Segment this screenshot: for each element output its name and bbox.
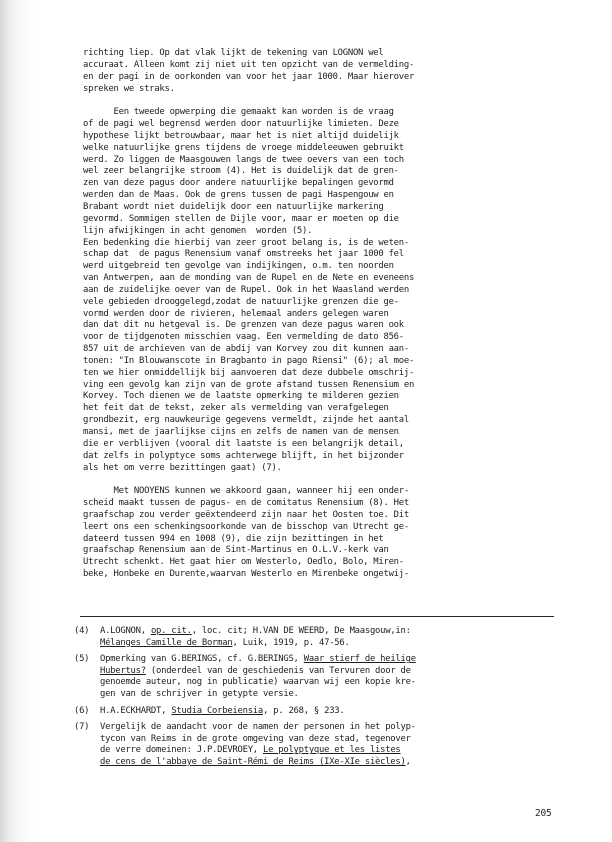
page-number: 205 xyxy=(535,808,552,819)
footnote-segment: genoemde auteur, nog in publicatie) waarvan wij een kopie kre- xyxy=(100,677,416,688)
footnote-segment: , loc. cit; H.VAN DE WEERD, De Maasgouw,in: xyxy=(191,626,411,636)
body-line: mansi, met de jaarlijkse cijns en zelfs de namen van de mensen xyxy=(83,427,399,437)
footnotes xyxy=(74,626,564,774)
body-line: 857 uit de archieven van de abdij van Korvey zou dit kunnen aan- xyxy=(83,344,409,355)
footnote-segment: , p. 268, § 233. xyxy=(263,705,345,716)
footnote-number: (6) xyxy=(74,705,90,716)
footnote xyxy=(74,722,564,768)
body-line: gevormd. Sommigen stellen de Dijle voor, maar er moeten op die xyxy=(83,213,399,224)
body-line: beke, Honbeke en Durente,waarvan Westerlo en Mirenbeke ongetwij- xyxy=(83,569,409,580)
body-line: Utrecht schenkt. Het gaat hier om Westerlo, Oedlo, Bolo, Miren- xyxy=(83,557,404,568)
footnote-line xyxy=(100,638,564,650)
footnote-text xyxy=(100,654,564,700)
body-line: Een bedenking die hierbij van zeer groot belang is, is de weten- xyxy=(83,237,409,248)
body-line: van Antwerpen, aan de monding van de Rupel en de Nete en eveneens xyxy=(83,273,415,284)
body-line: het feit dat de tekst, zeker als vermelding van verafgelegen xyxy=(83,403,389,414)
footnote-line xyxy=(100,689,564,701)
footnote-text xyxy=(100,706,564,718)
footnote-segment: tycon van Reims in de grote omgeving van deze stad, tegenover xyxy=(100,733,411,744)
footnote xyxy=(74,654,564,700)
body-line: zen van deze pagus door andere natuurlijke bepalingen gevormd xyxy=(83,178,394,189)
body-line: Brabant wordt niet duidelijk door een natuurlijke markering xyxy=(83,201,384,212)
footnote-segment: (onderdeel van de geschiedenis van Tervuren door de xyxy=(145,665,411,676)
footnote-number: (5) xyxy=(74,654,90,665)
body-line: leert ons een schenkingsoorkonde van de bisschop van Utrecht ge- xyxy=(83,521,409,532)
body-line: tonen: "In Blouwanscote in Bragbanto in pago Riensi" (6); al moe- xyxy=(83,355,415,366)
body-line: graafschap Renensium aan de Sint-Martinus en O.L.V.-kerk van xyxy=(83,545,389,556)
footnote-text xyxy=(100,626,564,649)
cited-title: Studia Corbeiensia xyxy=(171,705,263,716)
cited-title: de cens de l'abbaye de Saint-Rémi de Reims (IXe-XIe siècles) xyxy=(100,756,406,767)
body-line: voor de tijdgenoten misschien vaag. Een vermelding de dato 856- xyxy=(83,332,404,343)
footnote-line xyxy=(100,666,564,678)
footnote-line xyxy=(100,626,564,638)
body-line: dat zelfs in polyptyce soms achterwege blijft, in het bijzonder xyxy=(83,450,404,461)
cited-title: Hubertus? xyxy=(100,665,146,676)
footnote-separator xyxy=(80,616,554,617)
cited-title: Waar stierf de heilige xyxy=(303,654,416,665)
body-line: dan dat dit nu hetgeval is. De grenzen van deze pagus waren ook xyxy=(83,320,404,331)
body-line: scheid maakt tussen de pagus- en de comitatus Renensium (8). Het xyxy=(83,498,409,509)
footnote-segment: , Luik, 1919, p. 47-56. xyxy=(232,637,350,648)
body-line: die er verblijven (vooral dit laatste is een belangrijk detail, xyxy=(83,438,404,449)
body-line: hypothese lijkt betrouwbaar, maar het is niet altijd duidelijk xyxy=(83,130,399,141)
body-line: vormd werden door de rivieren, helemaal anders gelegen waren xyxy=(83,308,389,319)
body-line: ten we hier onmiddellijk bij aanvoeren dat deze dubbele omschrij- xyxy=(83,367,415,378)
cited-title: op. cit. xyxy=(150,626,192,636)
footnote-segment: Vergelijk de aandacht voor de namen der personen in het polyp- xyxy=(100,722,416,733)
body-line: dateerd tussen 994 en 1008 (9), die zijn bezittingen in het xyxy=(83,533,384,544)
footnote-segment: , xyxy=(405,756,411,767)
body-line: ving een gevolg kan zijn van de grote afstand tussen Renensium en xyxy=(83,379,415,390)
body-line: grondbezit, erg nauwkeurige gegevens vermeldt, zijnde het aantal xyxy=(83,415,409,426)
body-line: of de pagi wel begrensd werden door natuurlijke limieten. Deze xyxy=(83,119,399,130)
paragraph-gap xyxy=(83,95,553,107)
body-line: accuraat. Alleen komt zij niet uit ten opzicht van de vermelding- xyxy=(83,59,415,70)
body-line: schap dat de pagus Renensium vanaf omstreeks het jaar 1000 fel xyxy=(83,249,404,260)
body-line: vele gebieden drooggelegd,zodat de natuurlijke grenzen die ge- xyxy=(83,296,399,307)
body-line: spreken we straks. xyxy=(83,83,175,94)
body-line: werden dan de Maas. Ook de grens tussen de pagi Haspengouw en xyxy=(83,190,394,201)
body-line: Een tweede opwerping die gemaakt kan worden is de vraag xyxy=(83,107,394,118)
body-line: lijn afwijkingen in acht genomen worden (5). xyxy=(83,225,313,236)
body-line: werd uitgebreid ten gevolge van indijkingen, o.m. ten noorden xyxy=(83,261,394,272)
footnote-segment: A.LOGNON, xyxy=(100,626,151,636)
cited-title: Mélanges Camille de Borman xyxy=(100,637,233,648)
body-line: wel zeer belangrijke stroom (4). Het is duidelijk dat de gren- xyxy=(83,166,399,177)
footnote-line xyxy=(100,745,564,757)
main-body-text xyxy=(83,48,553,581)
footnote-line xyxy=(100,654,564,666)
footnote-segment: Opmerking van G.BERINGS, cf. G.BERINGS, xyxy=(100,654,304,665)
footnote xyxy=(74,626,564,649)
body-line: Met NOOYENS kunnen we akkoord gaan, wanneer hij een onder- xyxy=(83,486,409,497)
footnote-line xyxy=(100,706,564,718)
footnote-segment: de verre domeinen: J.P.DEVROEY, xyxy=(100,745,263,756)
body-line: graafschap zou verder geëxtendeerd zijn naar het Oosten toe. Dit xyxy=(83,509,409,520)
body-line: aan de zuidelijke oever van de Rupel. Ook in het Waasland werden xyxy=(83,284,409,295)
footnote-segment: gen van de schrijver in getypte versie. xyxy=(100,688,299,699)
footnote-segment: H.A.ECKHARDT, xyxy=(100,705,172,716)
body-line: Korvey. Toch dienen we de laatste opmerking te milderen gezien xyxy=(83,391,399,402)
body-line: welke natuurlijke grens tijdens de vroege middeleeuwen gebruikt xyxy=(83,142,404,153)
footnote-text xyxy=(100,722,564,768)
body-line: richting liep. Op dat vlak lijkt de tekening van LOGNON wel xyxy=(83,48,384,58)
body-line: als het om verre bezittingen gaat) (7). xyxy=(83,462,282,473)
footnote xyxy=(74,706,564,718)
footnote-line xyxy=(100,677,564,689)
footnote-line xyxy=(100,757,564,769)
footnote-line xyxy=(100,722,564,734)
footnote-line xyxy=(100,734,564,746)
footnote-number: (4) xyxy=(74,626,90,636)
body-line: werd. Zo liggen de Maasgouwen langs de twee oevers van een toch xyxy=(83,154,404,165)
body-line: en der pagi in de oorkonden van voor het jaar 1000. Maar hierover xyxy=(83,71,415,82)
footnote-number: (7) xyxy=(74,722,90,733)
cited-title: Le polyptyque et les listes xyxy=(262,745,401,756)
paragraph-gap xyxy=(83,474,553,486)
